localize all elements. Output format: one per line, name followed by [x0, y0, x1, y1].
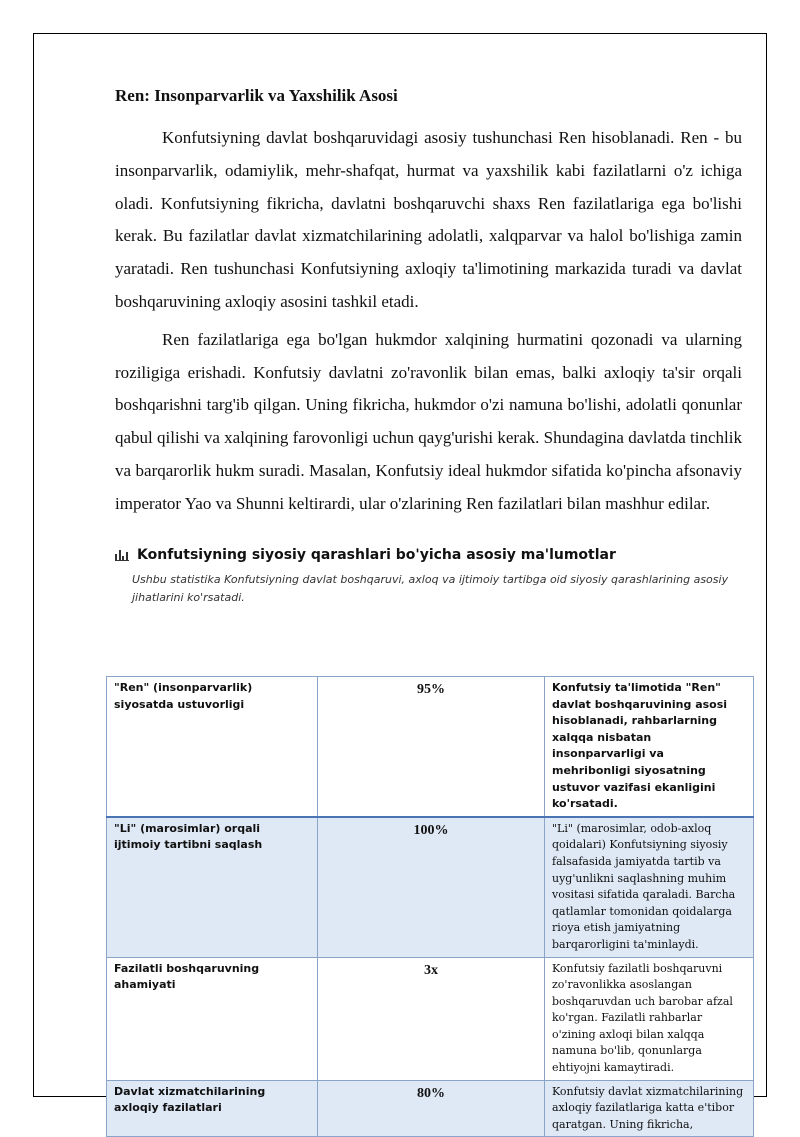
table-row [107, 817, 754, 957]
statistics-description: Ushbu statistika Konfutsiyning davlat boshqaruvi, axloq va ijtimoiy tartibga oid siyosiy qarashlarining asosiy jihatlarini ko'rsatadi. [132, 572, 729, 604]
row-value: 80% [318, 1080, 545, 1137]
table-row [107, 957, 754, 1080]
row-description: Konfutsiy fazilatli boshqaruvni zo'ravonlikka asoslangan boshqaruvdan uch barobar afzal ko'rgan. Fazilatli rahbarlar o'zining axloqi bilan xalqqa namuna bo'lib, qonunlarga ehtiyojni kamaytiradi. [545, 957, 754, 1080]
row-description: Konfutsiy davlat xizmatchilarining axloqiy fazilatlariga katta e'tibor qaratgan. Uning fikricha, [545, 1080, 754, 1137]
table-row [107, 1080, 754, 1137]
paragraph-1: Konfutsiyning davlat boshqaruvidagi asosiy tushunchasi Ren hisoblanadi. Ren - bu insonparvarlik, odamiylik, mehr-shafqat, hurmat va yaxshilik kabi fazilatlarni o'z ichiga oladi. Konfutsiyning fikricha, davlatni boshqaruvchi shaxs Ren fazilatlariga ega bo'lishi kerak. Bu fazilatlar davlat xizmatchilarining adolatli, xalqparvar va halol bo'lishiga zamin yaratadi. Ren tushunchasi Konfutsiyning axloqiy ta'limotining markazida turadi va davlat boshqaruvining axloqiy asosini tashkil etadi. [115, 128, 742, 311]
row-value: 95% [318, 677, 545, 817]
row-label: "Li" (marosimlar) orqali ijtimoiy tartibni saqlash [107, 817, 318, 957]
bar-chart-icon [115, 549, 129, 561]
row-value: 100% [318, 817, 545, 957]
row-description: "Li" (marosimlar, odob-axloq qoidalari) Konfutsiyning siyosiy falsafasida jamiyatda tartib va uyg'unlikni saqlashning muhim vositasi sifatida qaraladi. Barcha qatlamlar tomonidan qoidalarga rioya etish jamiyatning barqarorligini ta'minlaydi. [545, 817, 754, 957]
paragraph-2: Ren fazilatlariga ega bo'lgan hukmdor xalqining hurmatini qozonadi va ularning roziligiga erishadi. Konfutsiy davlatni zo'ravonlik bilan emas, balki axloqiy ta'sir orqali boshqarishni targ'ib qilgan. Uning fikricha, hukmdor o'zi namuna bo'lishi, adolatli qonunlar qabul qilishi va xalqining farovonligi uchun qayg'urishi kerak. Shundagina davlatda tinchlik va barqarorlik hukm suradi. Masalan, Konfutsiy ideal hukmdor sifatida ko'pincha afsonaviy imperator Yao va Shunni keltirardi, ular o'zlarining Ren fazilatlari bilan mashhur edilar. [115, 329, 742, 513]
row-value: 3x [318, 957, 545, 1080]
row-label: "Ren" (insonparvarlik) siyosatda ustuvorligi [107, 677, 318, 817]
statistics-heading-text: Konfutsiyning siyosiy qarashlari bo'yicha asosiy ma'lumotlar [137, 546, 616, 563]
document-body [115, 84, 742, 607]
statistics-table [106, 676, 754, 1137]
statistics-heading [115, 547, 742, 563]
row-description: Konfutsiy ta'limotida "Ren" davlat boshqaruvining asosi hisoblanadi, rahbarlarning xalqqa nisbatan insonparvarligi va mehribonligi siyosatning ustuvor vazifasi ekanligini ko'rsatadi. [545, 677, 754, 817]
section-title: Ren: Insonparvarlik va Yaxshilik Asosi [115, 86, 398, 105]
row-label: Fazilatli boshqaruvning ahamiyati [107, 957, 318, 1080]
table-row [107, 677, 754, 817]
row-label: Davlat xizmatchilarining axloqiy fazilatlari [107, 1080, 318, 1137]
